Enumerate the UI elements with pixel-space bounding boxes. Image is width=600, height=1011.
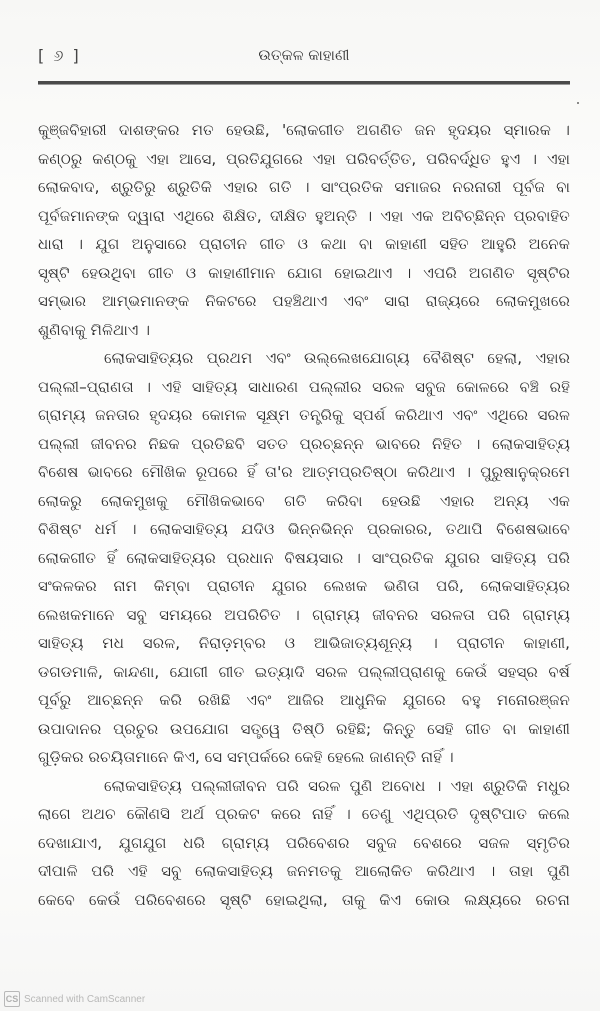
text-line: କଣ୍ଠରୁ କଣ୍ଠକୁ ଏହା ଆସେ, ପ୍ରତିଯୁଗରେ ଏହା ପରିବର୍ତ୍ତିତ, ପରିବର୍ଦ୍ଧିତ ହୁଏ । ଏହା [38, 149, 570, 168]
text-line: ପଲ୍ଲୀ ଜୀବନର ନିଛକ ପ୍ରତିଛବି ସତତ ପ୍ରଚ୍ଛନ୍ନ ଭାବରେ ନିହିତ । ଲୋକସାହିତ୍ୟ [38, 434, 570, 453]
text-line: ବିଶିଷ୍ଟ ଧର୍ମ । ଲୋକସାହିତ୍ୟ ଯଦିଓ ଭିନ୍ନଭିନ୍ନ ପ୍ରକାରର, ତଥାପି ବିଶେଷଭାବେ [38, 520, 570, 538]
text-line: କେବେ କେଉଁ ପରିବେଶରେ ସୃଷ୍ଟି ହୋଇଥିଲା, ତାକୁ କିଏ କୋଉ ଲକ୍ଷ୍ୟରେ ରଚନା [38, 890, 570, 909]
text-line: ଦେଖାଯାଏ, ଯୁଗଯୁଗ ଧରି ଗ୍ରାମ୍ୟ ପରିବେଶର ସବୁଜ ବେଶରେ ସଜଳ ସ୍ମୃତିର [38, 833, 570, 852]
text-line: ଦୀପାଳି ପରି ଏହି ସବୁ ଲୋକସାହିତ୍ୟ ଜନମତକୁ ଆଲୋକିତ କରିଥାଏ । ତାହା ପୁଣି [38, 862, 570, 880]
text-line: ଲୋକଗୀତ ହିଁ ଲୋକସାହିତ୍ୟର ପ୍ରଧାନ ବିଷୟସାର । ସାଂପ୍ରତିକ ଯୁଗର ସାହିତ୍ୟ ପରି [38, 548, 570, 567]
camscanner-logo-icon: CS [4, 991, 20, 1007]
text-line: ଲୋକରୁ ଲୋକମୁଖକୁ ମୌଖିକଭାବେ ଗତି କରିବା ହେଉଛି ଏହାର ଅନ୍ୟ ଏକ [38, 491, 570, 510]
text-line: କୁଞ୍ଜବିହାରୀ ଦାଶଙ୍କର ମତ ହେଉଛି, 'ଲୋକଗୀତ ଅଗଣିତ ଜନ ହୃଦୟର ସ୍ମାରକ । [38, 121, 570, 139]
running-title: ଉତ୍କଳ କାହାଣୀ [258, 46, 350, 64]
text-line: ଡଗଡମାଳି, କାନ୍ଦଣା, ଯୋଗୀ ଗୀତ ଇତ୍ୟାଦି ସରଳ ପଲ୍ଲୀପ୍ରାଣକୁ କେଉଁ ସହସ୍ର ବର୍ଷ [38, 662, 570, 681]
camscanner-watermark [4, 990, 145, 1008]
paragraph-start-line: ଲୋକସାହିତ୍ୟର ପ୍ରଥମ ଏବଂ ଉଲ୍ଲେଖଯୋଗ୍ୟ ବୈଶିଷ୍ଟ ହେଲା, ଏହାର [104, 349, 570, 367]
text-line: ଉପାଦାନର ପ୍ରଚୁର ଉପଯୋଗ ସତ୍ତ୍ୱେ ତିଷ୍ଠି ରହିଛି; କିନ୍ତୁ ସେହି ଗୀତ ବା କାହାଣୀ [38, 719, 570, 738]
text-line: ଶୁଣିବାକୁ ମିଳିଥାଏ । [38, 320, 151, 339]
text-line: ପୂର୍ବରୁ ଆଚ୍ଛନ୍ନ କରି ରଖିଛି ଏବଂ ଆଜିର ଆଧୁନିକ ଯୁଗରେ ବହୁ ମନୋରଞ୍ଜନ [38, 691, 570, 709]
text-line: ଧାରା । ଯୁଗ ଅନୁସାରେ ପ୍ରାଚୀନ ଗୀତ ଓ କଥା ବା କାହାଣୀ ସହିତ ଆହୁରି ଅନେକ [38, 235, 570, 253]
text-line: ସମ୍ଭାର ଆମ୍ଭମାନଙ୍କ ନିକଟରେ ପହଞ୍ଚିଥାଏ ଏବଂ ସାରା ରାଜ୍ୟରେ ଲୋକମୁଖରେ [38, 292, 570, 310]
text-line: ପୂର୍ବଜମାନଙ୍କ ଦ୍ୱାରା ଏଥିରେ ଶିକ୍ଷିତ, ଦୀକ୍ଷିତ ହୁଅନ୍ତି । ଏହା ଏକ ଅବିଚ୍ଛିନ୍ନ ପ୍ରବାହିତ [38, 206, 570, 225]
page-header [38, 40, 570, 70]
header-rule [38, 81, 570, 85]
paragraph-start-line: ଲୋକସାହିତ୍ୟ ପଲ୍ଲୀଜୀବନ ପରି ସରଳ ପୁଣି ଅବୋଧ । ଏହା ଶ୍ରୁତିକି ମଧୁର [104, 776, 570, 795]
body-text [38, 116, 570, 914]
scan-speck [577, 102, 579, 104]
text-line: ଲେଖକମାନେ ସବୁ ସମୟରେ ଅପରିଚିତ । ଗ୍ରାମ୍ୟ ଜୀବନର ସରଳତା ପରି ଗ୍ରାମ୍ୟ [38, 605, 570, 624]
page-number: [ ୬ ] [38, 46, 81, 65]
text-line: ସଂକଳକର ନାମ କିମ୍ବା ପ୍ରାଚୀନ ଯୁଗର ଲେଖକ ଭଣିତା ପରି, ଲୋକସାହିତ୍ୟର [38, 577, 570, 595]
text-line: ଗ୍ରାମ୍ୟ ଜନତାର ହୃଦୟର କୋମଳ ସୂକ୍ଷ୍ମ ତନ୍ତ୍ରିକୁ ସ୍ପର୍ଶ କରିଥାଏ ଏବଂ ଏଥିରେ ସରଳ [38, 406, 570, 424]
text-line: ଗୁଡ଼ିକର ରଚୟିତାମାନେ କିଏ, ସେ ସମ୍ପର୍କରେ କେହି ହେଲେ ଜାଣନ୍ତି ନାହିଁ । [38, 748, 454, 766]
text-line: ବିଶେଷ ଭାବରେ ମୌଖିକ ରୂପରେ ହିଁ ତା'ର ଆତ୍ମପ୍ରତିଷ୍ଠା କରିଥାଏ । ପୁରୁଷାନୁକ୍ରମେ [38, 463, 570, 481]
text-line: ଲାଗେ ଅଥଚ କୌଣସି ଅର୍ଥ ପ୍ରକଟ କରେ ନାହିଁ । ତେଣୁ ଏଥିପ୍ରତି ଦୃଷ୍ଟିପାତ କଲେ [38, 805, 570, 823]
text-line: ପଲ୍ଲୀ–ପ୍ରାଣତା । ଏହି ସାହିତ୍ୟ ସାଧାରଣ ପଲ୍ଲୀର ସରଳ ସବୁଜ କୋଳରେ ବଞ୍ଚି ରହି [38, 377, 570, 396]
text-line: ଲୋକବାଦ, ଶ୍ରୁତିରୁ ଶ୍ରୁତିକି ଏହାର ଗତି । ସାଂପ୍ରତିକ ସମାଜର ନରନାରୀ ପୂର୍ବଜ ବା [38, 178, 570, 196]
text-line: ସାହିତ୍ୟ ମଧ ସରଳ, ନିରାଡ଼ମ୍ବର ଓ ଆଭିଜାତ୍ୟଶୂନ୍ୟ । ପ୍ରାଚୀନ କାହାଣୀ, [38, 634, 570, 652]
watermark-text: Scanned with CamScanner [24, 993, 146, 1005]
text-line: ସୃଷ୍ଟି ହେଉଥିବା ଗୀତ ଓ କାହାଣୀମାନ ଯୋଗ ହୋଇଥାଏ । ଏପରି ଅଗଣିତ ସୃଷ୍ଟିର [38, 263, 570, 282]
